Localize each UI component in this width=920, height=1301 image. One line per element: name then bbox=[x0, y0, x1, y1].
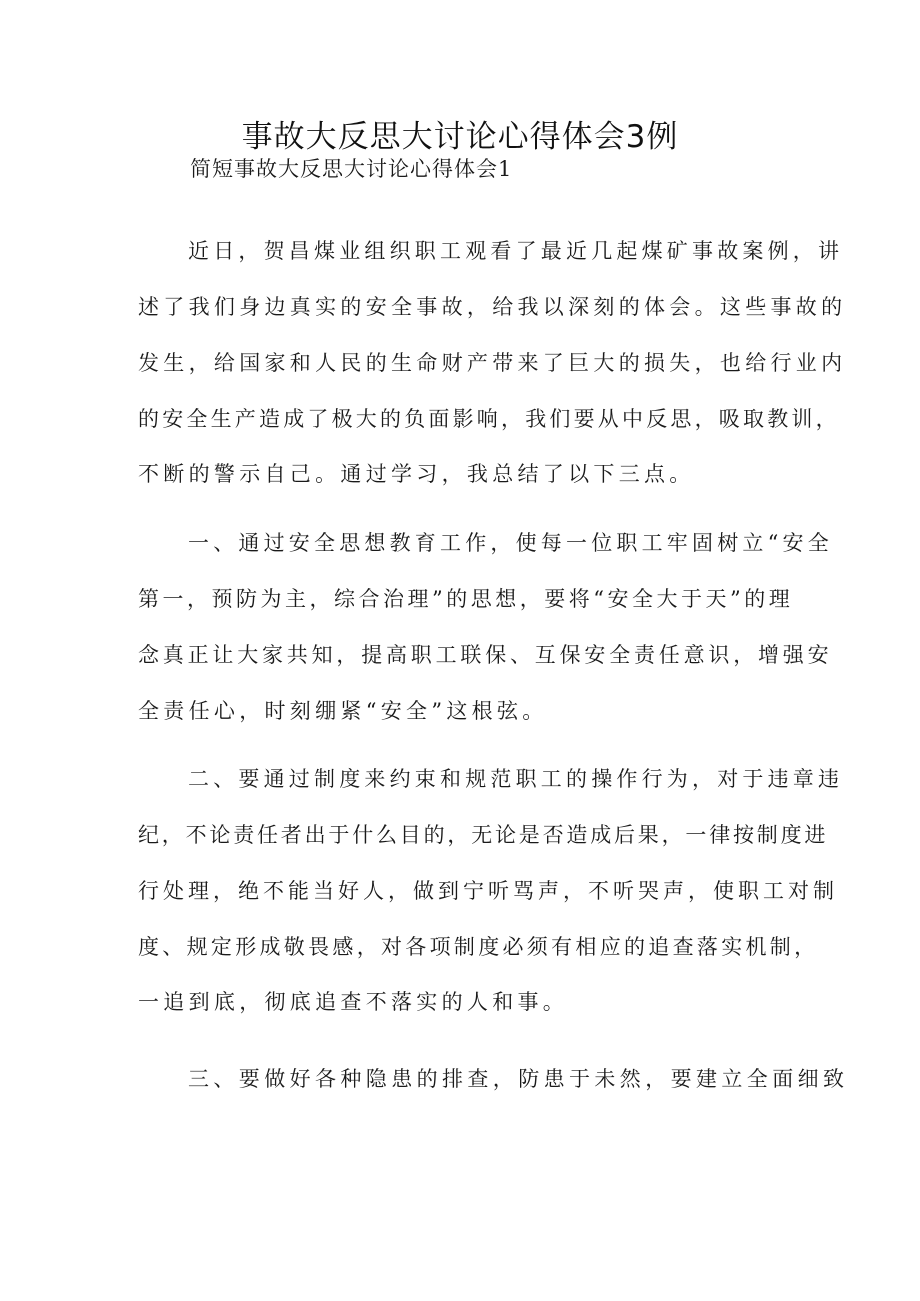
text-line: 三、要做好各种隐患的排查，防患于未然，要建立全面细致 bbox=[188, 1067, 849, 1091]
text-line: 念真正让大家共知，提高职工联保、互保安全责任意识，增强安 bbox=[138, 643, 833, 667]
text-line: 二、要通过制度来约束和规范职工的操作行为，对于违章违 bbox=[188, 767, 844, 791]
text-line: 一、通过安全思想教育工作，使每一位职工牢固树立“安全 bbox=[188, 531, 833, 555]
text-line: 第一，预防为主，综合治理”的思想，要将“安全大于天”的理 bbox=[138, 587, 794, 611]
text-line: 不断的警示自己。通过学习，我总结了以下三点。 bbox=[138, 462, 695, 486]
text-line: 的安全生产造成了极大的负面影响，我们要从中反思，吸取教训， bbox=[138, 407, 840, 431]
text-line: 述了我们身边真实的安全事故，给我以深刻的体会。这些事故的 bbox=[138, 295, 847, 319]
section-subtitle: 简短事故大反思大讨论心得体会1 bbox=[190, 157, 513, 181]
text-line: 度、规定形成敬畏感，对各项制度必须有相应的追查落实机制， bbox=[138, 935, 819, 959]
text-line: 行处理，绝不能当好人，做到宁听骂声，不听哭声，使职工对制 bbox=[138, 879, 838, 903]
text-line: 近日，贺昌煤业组织职工观看了最近几起煤矿事故案例，讲 bbox=[188, 239, 844, 263]
text-line: 一追到底，彻底追查不落实的人和事。 bbox=[138, 990, 569, 1014]
text-line: 纪，不论责任者出于什么目的，无论是否造成后果，一律按制度进 bbox=[138, 823, 829, 847]
text-line: 发生，给国家和人民的生命财产带来了巨大的损失，也给行业内 bbox=[138, 351, 847, 375]
document-title: 事故大反思大讨论心得体会3例 bbox=[241, 119, 679, 155]
text-line: 全责任心，时刻绷紧“安全”这根弦。 bbox=[138, 699, 548, 723]
